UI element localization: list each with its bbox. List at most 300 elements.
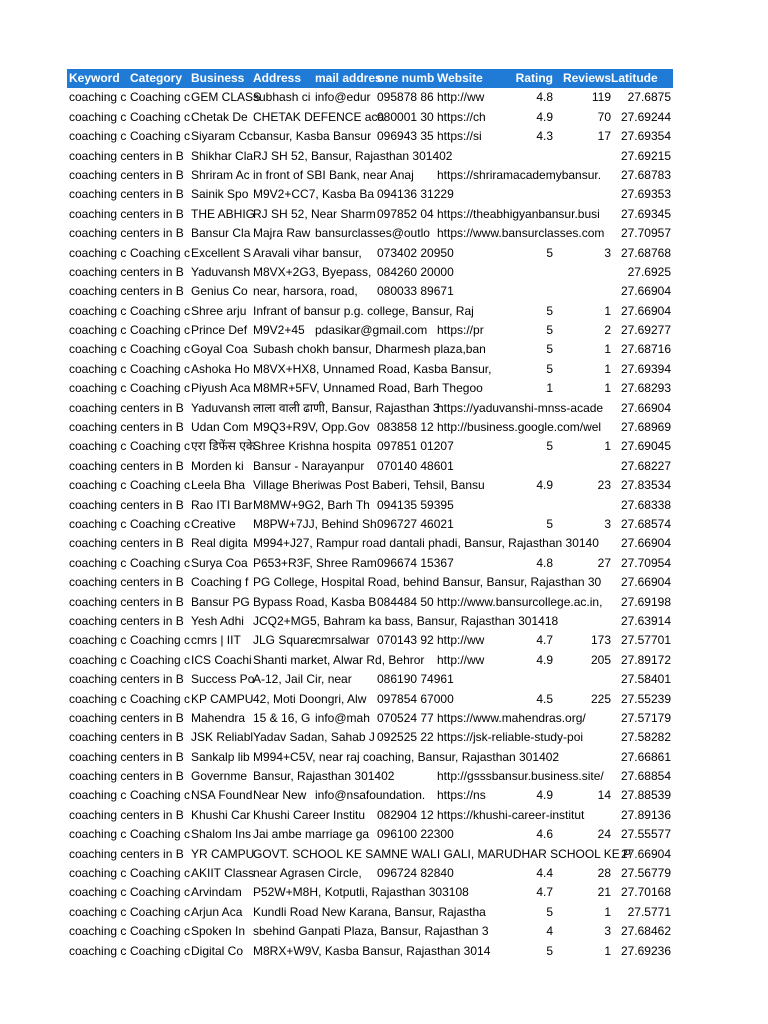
header-latitude[interactable]: Latitude (611, 71, 658, 85)
phone-cell[interactable]: 097852 04 (377, 206, 434, 221)
business-cell[interactable]: Siyaram Cc (191, 129, 254, 144)
latitude-cell[interactable]: 27.83534 (620, 478, 671, 493)
latitude-cell[interactable]: 27.58401 (620, 672, 671, 687)
reviews-cell[interactable]: 17 (597, 129, 611, 144)
keyword-cell[interactable]: coaching c (69, 303, 127, 318)
reviews-cell[interactable]: 27 (597, 555, 611, 570)
address-cell[interactable]: Jai ambe marriage ga (253, 827, 370, 842)
latitude-cell[interactable]: 27.69244 (620, 109, 671, 124)
phone-cell[interactable]: 070524 77 (377, 710, 434, 725)
phone-cell[interactable]: 096943 35 (377, 129, 434, 144)
keyword-cell[interactable]: coaching centers in B (69, 148, 184, 163)
latitude-cell[interactable]: 27.68338 (620, 497, 671, 512)
keyword-cell[interactable]: coaching centers in B (69, 284, 184, 299)
latitude-cell[interactable]: 27.56779 (620, 866, 671, 881)
email-cell[interactable]: pdasikar@gmail.com (315, 323, 428, 338)
category-cell[interactable]: Coaching c (130, 478, 191, 493)
latitude-cell[interactable]: 27.88539 (620, 788, 671, 803)
address-cell[interactable]: RJ SH 52, Bansur, Rajasthan 301402 (253, 148, 453, 163)
category-cell[interactable]: Coaching c (130, 885, 191, 900)
latitude-cell[interactable]: 27.69354 (620, 129, 671, 144)
reviews-cell[interactable]: 1 (604, 439, 611, 454)
business-cell[interactable]: NSA Found (191, 788, 253, 803)
keyword-cell[interactable]: coaching c (69, 381, 127, 396)
latitude-cell[interactable]: 27.58282 (620, 730, 671, 745)
business-cell[interactable]: Khushi Car (191, 807, 251, 822)
address-cell[interactable]: Shree Krishna hospita (253, 439, 372, 454)
keyword-cell[interactable]: coaching centers in B (69, 264, 184, 279)
phone-cell[interactable]: 096674 15367 (377, 555, 454, 570)
keyword-cell[interactable]: coaching centers in B (69, 575, 184, 590)
business-cell[interactable]: Sankalp lib (191, 749, 250, 764)
phone-cell[interactable]: 094135 59395 (377, 497, 454, 512)
website-cell[interactable]: https://yaduvanshi-mnss-acade (437, 400, 604, 415)
category-cell[interactable]: Coaching c (130, 361, 191, 376)
reviews-cell[interactable]: 1 (604, 904, 611, 919)
category-cell[interactable]: Coaching c (130, 904, 191, 919)
address-cell[interactable]: near, harsora, road, (253, 284, 358, 299)
address-cell[interactable]: Subash chokh bansur, Dharmesh plaza,ban (253, 342, 486, 357)
latitude-cell[interactable]: 27.70168 (620, 885, 671, 900)
keyword-cell[interactable]: coaching centers in B (69, 206, 184, 221)
business-cell[interactable]: Shalom Ins (191, 827, 252, 842)
phone-cell[interactable]: 097851 01207 (377, 439, 454, 454)
header-address[interactable]: Address (253, 71, 302, 85)
email-cell[interactable]: bansurclasses@outlo (315, 226, 430, 241)
keyword-cell[interactable]: coaching centers in B (69, 226, 184, 241)
address-cell[interactable]: M8VX+2G3, Byepass, (253, 264, 372, 279)
address-cell[interactable]: Infrant of bansur p.g. college, Bansur, Raj (253, 303, 474, 318)
keyword-cell[interactable]: coaching c (69, 827, 127, 842)
keyword-cell[interactable]: coaching c (69, 129, 127, 144)
business-cell[interactable]: Surya Coa (191, 555, 248, 570)
business-cell[interactable]: Excellent S (191, 245, 252, 260)
address-cell[interactable]: Majra Raw (253, 226, 311, 241)
business-cell[interactable]: Arvindam (191, 885, 242, 900)
category-cell[interactable]: Coaching c (130, 323, 191, 338)
header-reviews[interactable]: Reviews (562, 71, 611, 85)
reviews-cell[interactable]: 1 (604, 381, 611, 396)
address-cell[interactable]: near Agrasen Circle, (253, 866, 362, 881)
keyword-cell[interactable]: coaching centers in B (69, 458, 184, 473)
rating-cell[interactable]: 5 (546, 303, 553, 318)
phone-cell[interactable]: 096100 22300 (377, 827, 454, 842)
rating-cell[interactable]: 5 (546, 342, 553, 357)
address-cell[interactable]: 15 & 16, G (253, 710, 311, 725)
business-cell[interactable]: Morden ki (191, 458, 244, 473)
keyword-cell[interactable]: coaching c (69, 90, 127, 105)
rating-cell[interactable]: 5 (546, 323, 553, 338)
phone-cell[interactable]: 080033 89671 (377, 284, 454, 299)
website-cell[interactable]: http://gsssbansur.business.site/ (437, 769, 604, 784)
keyword-cell[interactable]: coaching c (69, 943, 127, 958)
address-cell[interactable]: A-12, Jail Cir, near (253, 672, 352, 687)
reviews-cell[interactable]: 3 (604, 516, 611, 531)
reviews-cell[interactable]: 1 (604, 943, 611, 958)
address-cell[interactable]: Bansur - Narayanpur (253, 458, 365, 473)
latitude-cell[interactable]: 27.68783 (620, 167, 671, 182)
keyword-cell[interactable]: coaching c (69, 691, 127, 706)
email-cell[interactable]: info@nsafoundation. (315, 788, 426, 803)
rating-cell[interactable]: 5 (546, 439, 553, 454)
category-cell[interactable]: Coaching c (130, 555, 191, 570)
business-cell[interactable]: Yaduvansh (191, 400, 251, 415)
phone-cell[interactable]: 086190 74961 (377, 672, 454, 687)
rating-cell[interactable]: 1 (546, 381, 553, 396)
business-cell[interactable]: Piyush Aca (191, 381, 251, 396)
reviews-cell[interactable]: 205 (590, 652, 611, 667)
business-cell[interactable]: Coaching f (191, 575, 249, 590)
business-cell[interactable]: cmrs | IIT (191, 633, 241, 648)
address-cell[interactable]: M8RX+W9V, Kasba Bansur, Rajasthan 3014 (253, 943, 491, 958)
category-cell[interactable]: Coaching c (130, 691, 191, 706)
keyword-cell[interactable]: coaching c (69, 361, 127, 376)
latitude-cell[interactable]: 27.66904 (620, 303, 671, 318)
phone-cell[interactable]: 082904 12 (377, 807, 434, 822)
latitude-cell[interactable]: 27.66904 (620, 284, 671, 299)
website-cell[interactable]: http://business.google.com/wel (437, 420, 602, 435)
latitude-cell[interactable]: 27.68768 (620, 245, 671, 260)
reviews-cell[interactable]: 70 (597, 109, 611, 124)
address-cell[interactable]: M8MR+5FV, Unnamed Road, Barh Thegoo (253, 381, 483, 396)
latitude-cell[interactable]: 27.55577 (620, 827, 671, 842)
address-cell[interactable]: 42, Moti Doongri, Alw (253, 691, 367, 706)
address-cell[interactable]: Yadav Sadan, Sahab J (253, 730, 375, 745)
business-cell[interactable]: Leela Bha (191, 478, 246, 493)
category-cell[interactable]: Coaching c (130, 109, 191, 124)
business-cell[interactable]: JSK Reliabl (191, 730, 254, 745)
address-cell[interactable]: Shanti market, Alwar Rd, Behror (253, 652, 425, 667)
keyword-cell[interactable]: coaching c (69, 516, 127, 531)
address-cell[interactable]: M8PW+7JJ, Behind Sh (253, 516, 377, 531)
website-cell[interactable]: https://si (437, 129, 482, 144)
latitude-cell[interactable]: 27.5771 (627, 904, 671, 919)
latitude-cell[interactable]: 27.89172 (620, 652, 671, 667)
header-email[interactable]: mail addres (315, 71, 382, 85)
business-cell[interactable]: Shikhar Cla (191, 148, 254, 163)
rating-cell[interactable]: 4.7 (536, 633, 553, 648)
address-cell[interactable]: CHETAK DEFENCE aca (253, 109, 385, 124)
reviews-cell[interactable]: 2 (604, 323, 611, 338)
business-cell[interactable]: Governme (191, 769, 248, 784)
website-cell[interactable]: https://jsk-reliable-study-poi (437, 730, 584, 745)
business-cell[interactable]: AKIIT Class (191, 866, 255, 881)
address-cell[interactable]: Near New (253, 788, 307, 803)
latitude-cell[interactable]: 27.70957 (620, 226, 671, 241)
category-cell[interactable]: Coaching c (130, 516, 191, 531)
reviews-cell[interactable]: 21 (597, 885, 611, 900)
website-cell[interactable]: https://www.bansurclasses.com (437, 226, 605, 241)
address-cell[interactable]: Kundli Road New Karana, Bansur, Rajastha (253, 904, 486, 919)
keyword-cell[interactable]: coaching centers in B (69, 730, 184, 745)
business-cell[interactable]: Genius Co (191, 284, 248, 299)
rating-cell[interactable]: 5 (546, 516, 553, 531)
rating-cell[interactable]: 4.7 (536, 885, 553, 900)
keyword-cell[interactable]: coaching c (69, 478, 127, 493)
phone-cell[interactable]: 084260 20000 (377, 264, 454, 279)
phone-cell[interactable]: 070143 92 (377, 633, 434, 648)
address-cell[interactable]: P653+R3F, Shree Ram (253, 555, 377, 570)
reviews-cell[interactable]: 23 (597, 478, 611, 493)
business-cell[interactable]: Udan Com (191, 420, 249, 435)
business-cell[interactable]: Shree arju (191, 303, 247, 318)
address-cell[interactable]: P52W+M8H, Kotputli, Rajasthan 303108 (253, 885, 469, 900)
address-cell[interactable]: Bypass Road, Kasba B (253, 594, 377, 609)
latitude-cell[interactable]: 27.68574 (620, 516, 671, 531)
rating-cell[interactable]: 4.9 (536, 788, 553, 803)
category-cell[interactable]: Coaching c (130, 439, 191, 454)
phone-cell[interactable]: 092525 22 (377, 730, 434, 745)
latitude-cell[interactable]: 27.69394 (620, 361, 671, 376)
rating-cell[interactable]: 4.9 (536, 478, 553, 493)
business-cell[interactable]: Goyal Coa (191, 342, 248, 357)
latitude-cell[interactable]: 27.89136 (620, 807, 671, 822)
latitude-cell[interactable]: 27.70954 (620, 555, 671, 570)
category-cell[interactable]: Coaching c (130, 342, 191, 357)
address-cell[interactable]: bansur, Kasba Bansur (253, 129, 372, 144)
business-cell[interactable]: KP CAMPU (191, 691, 254, 706)
business-cell[interactable]: Ashoka Ho (191, 361, 250, 376)
reviews-cell[interactable]: 225 (590, 691, 611, 706)
website-cell[interactable]: https://ns (437, 788, 486, 803)
business-cell[interactable]: एरा डिफेंस एके (191, 439, 256, 454)
phone-cell[interactable]: 095878 86 (377, 90, 434, 105)
keyword-cell[interactable]: coaching centers in B (69, 167, 184, 182)
latitude-cell[interactable]: 27.68227 (620, 458, 671, 473)
address-cell[interactable]: M994+J27, Rampur road dantali phadi, Bansur, Rajasthan 30140 (253, 536, 599, 551)
category-cell[interactable]: Coaching c (130, 943, 191, 958)
rating-cell[interactable]: 4.9 (536, 652, 553, 667)
address-cell[interactable]: लाला वाली ढाणी, Bansur, Rajasthan 3 (253, 400, 440, 415)
keyword-cell[interactable]: coaching c (69, 439, 127, 454)
keyword-cell[interactable]: coaching c (69, 866, 127, 881)
business-cell[interactable]: Spoken In (191, 924, 246, 939)
address-cell[interactable]: M9V2+CC7, Kasba Ba (253, 187, 375, 202)
address-cell[interactable]: GOVT. SCHOOL KE SAMNE WALI GALI, MARUDHAR SCHOOL KE P (253, 846, 632, 861)
address-cell[interactable]: sbehind Ganpati Plaza, Bansur, Rajasthan 3 (253, 924, 489, 939)
address-cell[interactable]: M9Q3+R9V, Opp.Gov (253, 420, 370, 435)
business-cell[interactable]: Arjun Aca (191, 904, 243, 919)
keyword-cell[interactable]: coaching c (69, 109, 127, 124)
latitude-cell[interactable]: 27.66904 (620, 846, 671, 861)
phone-cell[interactable]: 073402 20950 (377, 245, 454, 260)
reviews-cell[interactable]: 1 (604, 342, 611, 357)
latitude-cell[interactable]: 27.66904 (620, 575, 671, 590)
website-cell[interactable]: https://www.mahendras.org/ (437, 710, 586, 725)
latitude-cell[interactable]: 27.69045 (620, 439, 671, 454)
keyword-cell[interactable]: coaching c (69, 633, 127, 648)
latitude-cell[interactable]: 27.68293 (620, 381, 671, 396)
reviews-cell[interactable]: 3 (604, 245, 611, 260)
reviews-cell[interactable]: 173 (590, 633, 611, 648)
business-cell[interactable]: Real digita (191, 536, 248, 551)
keyword-cell[interactable]: coaching c (69, 788, 127, 803)
business-cell[interactable]: Prince Def (191, 323, 248, 338)
reviews-cell[interactable]: 1 (604, 303, 611, 318)
website-cell[interactable]: http://ww (437, 633, 485, 648)
latitude-cell[interactable]: 27.6925 (627, 264, 671, 279)
category-cell[interactable]: Coaching c (130, 866, 191, 881)
keyword-cell[interactable]: coaching c (69, 885, 127, 900)
rating-cell[interactable]: 4.4 (536, 866, 553, 881)
keyword-cell[interactable]: coaching centers in B (69, 497, 184, 512)
latitude-cell[interactable]: 27.66861 (620, 749, 671, 764)
business-cell[interactable]: Creative (191, 516, 236, 531)
address-cell[interactable]: JCQ2+MG5, Bahram ka bass, Bansur, Rajasthan 301418 (253, 613, 559, 628)
category-cell[interactable]: Coaching c (130, 381, 191, 396)
business-cell[interactable]: Chetak De (191, 109, 248, 124)
keyword-cell[interactable]: coaching centers in B (69, 420, 184, 435)
keyword-cell[interactable]: coaching centers in B (69, 400, 184, 415)
latitude-cell[interactable]: 27.57701 (620, 633, 671, 648)
keyword-cell[interactable]: coaching c (69, 924, 127, 939)
business-cell[interactable]: THE ABHIG (191, 206, 256, 221)
category-cell[interactable]: Coaching c (130, 827, 191, 842)
header-business[interactable]: Business (191, 71, 245, 85)
reviews-cell[interactable]: 3 (604, 924, 611, 939)
address-cell[interactable]: in front of SBI Bank, near Anaj (253, 167, 414, 182)
keyword-cell[interactable]: coaching c (69, 323, 127, 338)
rating-cell[interactable]: 5 (546, 245, 553, 260)
category-cell[interactable]: Coaching c (130, 633, 191, 648)
keyword-cell[interactable]: coaching c (69, 245, 127, 260)
website-cell[interactable]: https://khushi-career-institut (437, 807, 585, 822)
category-cell[interactable]: Coaching c (130, 788, 191, 803)
address-cell[interactable]: PG College, Hospital Road, behind Bansur, Bansur, Rajasthan 30 (253, 575, 602, 590)
website-cell[interactable]: https://ch (437, 109, 486, 124)
keyword-cell[interactable]: coaching centers in B (69, 672, 184, 687)
latitude-cell[interactable]: 27.69198 (620, 594, 671, 609)
business-cell[interactable]: Yesh Adhi (191, 613, 244, 628)
latitude-cell[interactable]: 27.69215 (620, 148, 671, 163)
business-cell[interactable]: Bansur Cla (191, 226, 251, 241)
address-cell[interactable]: RJ SH 52, Near Sharm (253, 206, 376, 221)
address-cell[interactable]: Village Bheriwas Post Baberi, Tehsil, Bansu (253, 478, 485, 493)
phone-cell[interactable]: 094136 31229 (377, 187, 454, 202)
keyword-cell[interactable]: coaching centers in B (69, 749, 184, 764)
phone-cell[interactable]: 097854 67000 (377, 691, 454, 706)
rating-cell[interactable]: 5 (546, 904, 553, 919)
phone-cell[interactable]: 070140 48601 (377, 458, 454, 473)
category-cell[interactable]: Coaching c (130, 90, 191, 105)
latitude-cell[interactable]: 27.55239 (620, 691, 671, 706)
keyword-cell[interactable]: coaching centers in B (69, 769, 184, 784)
business-cell[interactable]: Sainik Spo (191, 187, 249, 202)
phone-cell[interactable]: 096724 82840 (377, 866, 454, 881)
reviews-cell[interactable]: 24 (597, 827, 611, 842)
keyword-cell[interactable]: coaching centers in B (69, 846, 184, 861)
latitude-cell[interactable]: 27.69236 (620, 943, 671, 958)
phone-cell[interactable]: 084484 50 (377, 594, 434, 609)
keyword-cell[interactable]: coaching c (69, 555, 127, 570)
reviews-cell[interactable]: 119 (591, 90, 611, 105)
latitude-cell[interactable]: 27.63914 (620, 613, 671, 628)
website-cell[interactable]: http://ww (437, 90, 485, 105)
reviews-cell[interactable]: 14 (597, 788, 611, 803)
address-cell[interactable]: Aravali vihar bansur, (253, 245, 362, 260)
rating-cell[interactable]: 4.6 (536, 827, 553, 842)
latitude-cell[interactable]: 27.68462 (620, 924, 671, 939)
header-keyword[interactable]: Keyword (69, 71, 120, 85)
latitude-cell[interactable]: 27.69277 (620, 323, 671, 338)
keyword-cell[interactable]: coaching c (69, 342, 127, 357)
rating-cell[interactable]: 4.8 (536, 90, 553, 105)
address-cell[interactable]: M8VX+HX8, Unnamed Road, Kasba Bansur, (253, 361, 492, 376)
business-cell[interactable]: GEM CLASS (191, 90, 262, 105)
rating-cell[interactable]: 4 (546, 924, 553, 939)
keyword-cell[interactable]: coaching centers in B (69, 536, 184, 551)
category-cell[interactable]: Coaching c (130, 652, 191, 667)
address-cell[interactable]: Khushi Career Institu (253, 807, 366, 822)
latitude-cell[interactable]: 27.57179 (620, 710, 671, 725)
email-cell[interactable]: cmrsalwar (315, 633, 370, 648)
latitude-cell[interactable]: 27.69353 (620, 187, 671, 202)
business-cell[interactable]: Mahendra (191, 710, 246, 725)
category-cell[interactable]: Coaching c (130, 303, 191, 318)
phone-cell[interactable]: 083858 12 (377, 420, 434, 435)
category-cell[interactable]: Coaching c (130, 245, 191, 260)
phone-cell[interactable]: 080001 30 (377, 109, 434, 124)
business-cell[interactable]: Shriram Ac (191, 167, 250, 182)
header-phone[interactable]: one numb (377, 71, 435, 85)
website-cell[interactable]: http://www.bansurcollege.ac.in, (437, 594, 603, 609)
latitude-cell[interactable]: 27.66904 (620, 400, 671, 415)
latitude-cell[interactable]: 27.68854 (620, 769, 671, 784)
business-cell[interactable]: Success Po (191, 672, 255, 687)
rating-cell[interactable]: 4.9 (536, 109, 553, 124)
category-cell[interactable]: Coaching c (130, 129, 191, 144)
latitude-cell[interactable]: 27.68969 (620, 420, 671, 435)
header-category[interactable]: Category (130, 71, 183, 85)
latitude-cell[interactable]: 27.68716 (620, 342, 671, 357)
business-cell[interactable]: ICS Coachi (191, 652, 252, 667)
reviews-cell[interactable]: 1 (604, 361, 611, 376)
email-cell[interactable]: info@mah (315, 710, 370, 725)
header-website[interactable]: Website (437, 71, 483, 85)
business-cell[interactable]: Bansur PG (191, 594, 250, 609)
rating-cell[interactable]: 4.3 (536, 129, 553, 144)
latitude-cell[interactable]: 27.69345 (620, 206, 671, 221)
rating-cell[interactable]: 4.8 (536, 555, 553, 570)
address-cell[interactable]: M9V2+45 (253, 323, 305, 338)
header-rating[interactable]: Rating (515, 71, 553, 85)
rating-cell[interactable]: 5 (546, 943, 553, 958)
website-cell[interactable]: https://shriramacademybansur. (437, 167, 602, 182)
business-cell[interactable]: Yaduvansh (191, 264, 251, 279)
keyword-cell[interactable]: coaching centers in B (69, 807, 184, 822)
keyword-cell[interactable]: coaching centers in B (69, 613, 184, 628)
latitude-cell[interactable]: 27.66904 (620, 536, 671, 551)
address-cell[interactable]: M994+C5V, near raj coaching, Bansur, Rajasthan 301402 (253, 749, 560, 764)
business-cell[interactable]: Rao ITI Bar (191, 497, 253, 512)
category-cell[interactable]: Coaching c (130, 924, 191, 939)
website-cell[interactable]: http://ww (437, 652, 485, 667)
reviews-cell[interactable]: 28 (597, 866, 611, 881)
keyword-cell[interactable]: coaching c (69, 652, 127, 667)
website-cell[interactable]: https://theabhigyanbansur.busi (437, 206, 600, 221)
address-cell[interactable]: Bansur, Rajasthan 301402 (253, 769, 395, 784)
keyword-cell[interactable]: coaching c (69, 904, 127, 919)
keyword-cell[interactable]: coaching centers in B (69, 187, 184, 202)
address-cell[interactable]: JLG Square (253, 633, 318, 648)
address-cell[interactable]: M8MW+9G2, Barh Th (253, 497, 370, 512)
business-cell[interactable]: YR CAMPU (191, 846, 255, 861)
keyword-cell[interactable]: coaching centers in B (69, 710, 184, 725)
email-cell[interactable]: info@edur (315, 90, 371, 105)
keyword-cell[interactable]: coaching centers in B (69, 594, 184, 609)
address-cell[interactable]: subhash ci (253, 90, 311, 105)
latitude-cell[interactable]: 27.6875 (627, 90, 671, 105)
